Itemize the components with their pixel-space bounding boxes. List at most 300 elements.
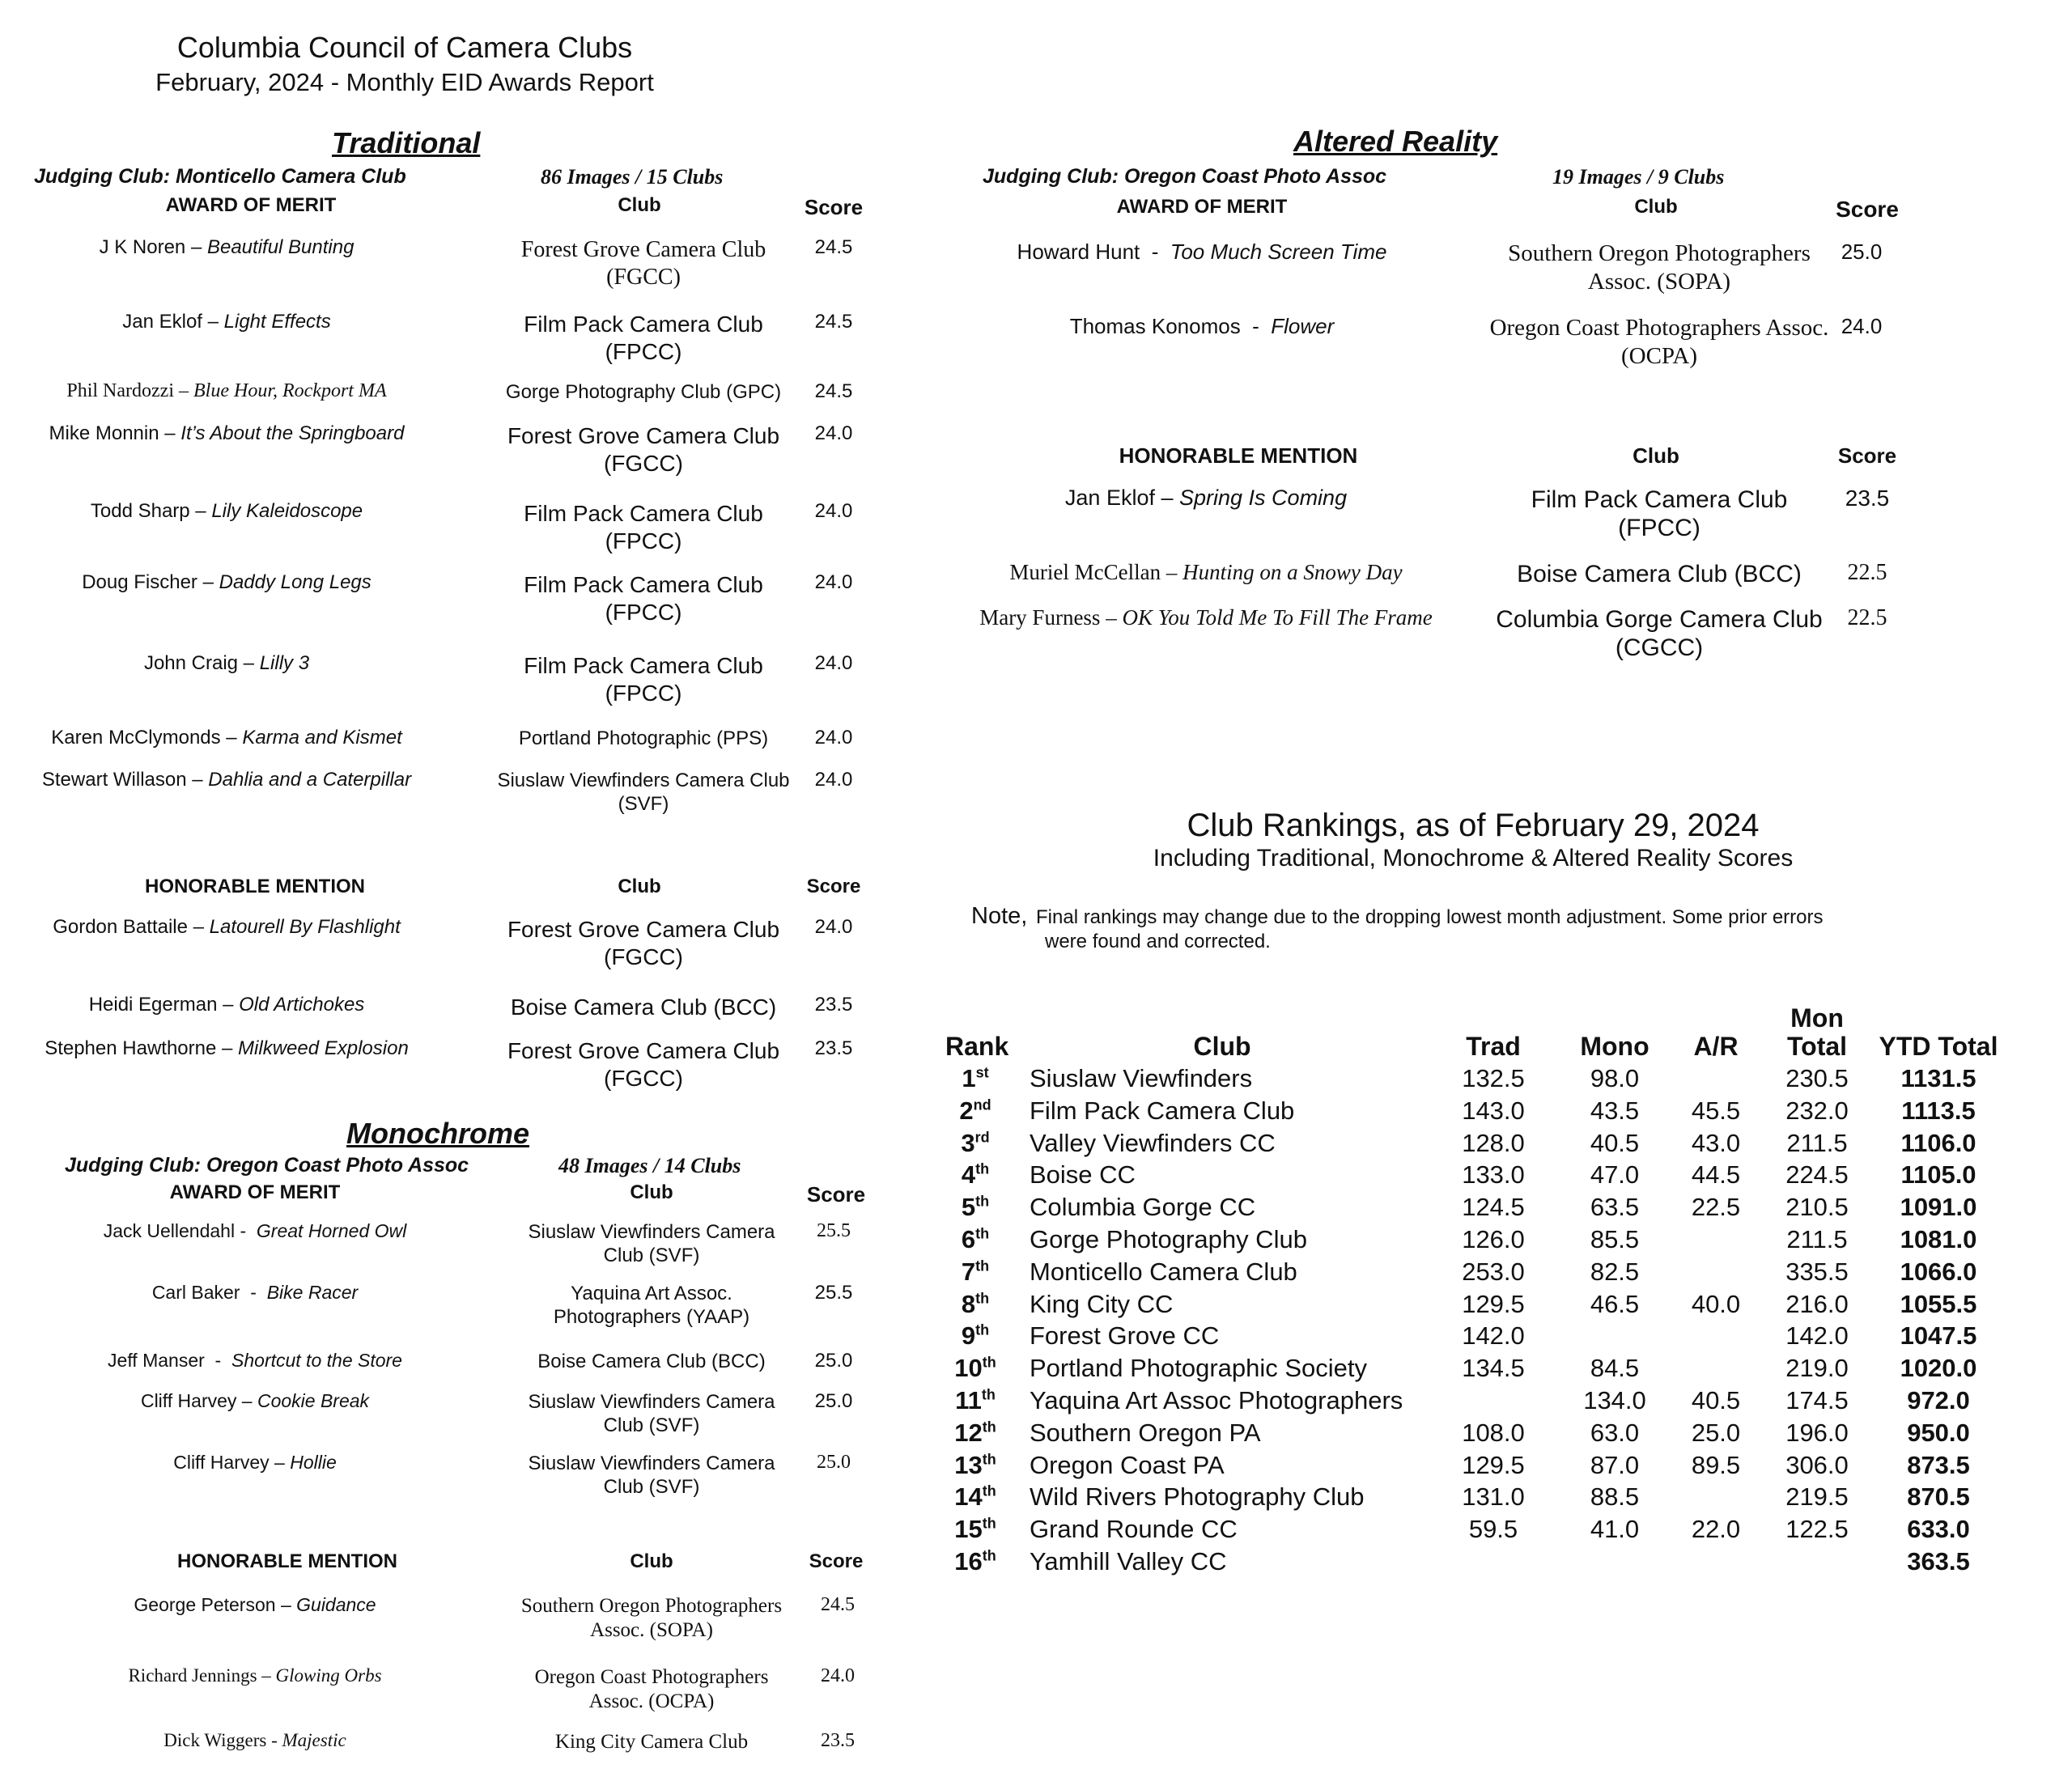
entry-club: Forest Grove Camera Club (FGCC) bbox=[507, 1038, 780, 1091]
ytd-total-cell: 1091.0 bbox=[1900, 1193, 1977, 1222]
club-name-cell: Columbia Gorge CC bbox=[1030, 1193, 1256, 1222]
entry-score: 23.5 bbox=[814, 994, 853, 1016]
mono-cell: 98.0 bbox=[1590, 1064, 1640, 1092]
monochrome-hm-score-header: Score bbox=[809, 1550, 864, 1572]
entry-club: Southern Oregon Photographers Assoc. (SOPA) bbox=[1508, 240, 1811, 295]
ytd-total-cell: 1047.5 bbox=[1900, 1321, 1977, 1351]
mono-cell: 41.0 bbox=[1590, 1515, 1640, 1544]
altered-hm-club-header: Club bbox=[1633, 443, 1679, 468]
trad-cell: 59.5 bbox=[1468, 1515, 1518, 1544]
image-title: Latourell By Flashlight bbox=[209, 916, 401, 938]
rank-cell bbox=[939, 1354, 1012, 1383]
photographer-name: John Craig bbox=[143, 652, 238, 674]
photographer-name: Muriel McCellan bbox=[1009, 560, 1161, 584]
entry-name-title bbox=[16, 916, 437, 939]
rank-number: 8 bbox=[961, 1289, 976, 1318]
club-name-cell: Wild Rivers Photography Club bbox=[1030, 1482, 1365, 1512]
entry-score: 24.0 bbox=[814, 769, 853, 791]
monochrome-score-header: Score bbox=[806, 1182, 866, 1207]
report-org-title: Columbia Council of Camera Clubs bbox=[176, 31, 633, 64]
mono-cell: 88.5 bbox=[1590, 1482, 1640, 1512]
trad-cell: 129.5 bbox=[1462, 1289, 1525, 1318]
name-separator: – bbox=[269, 1452, 291, 1473]
entry-club: Yaquina Art Assoc. Photographers (YAAP) bbox=[553, 1283, 750, 1328]
name-separator: – bbox=[197, 571, 219, 593]
photographer-name: Gordon Battaile bbox=[53, 916, 188, 938]
rank-cell bbox=[939, 1160, 1012, 1190]
altered-section-title: Altered Reality bbox=[1293, 125, 1498, 158]
entry-score: 25.0 bbox=[817, 1452, 851, 1473]
ytd-total-cell: 1081.0 bbox=[1900, 1225, 1977, 1253]
rank-suffix: th bbox=[975, 1290, 990, 1307]
entry-club: Film Pack Camera Club (FPCC) bbox=[1531, 486, 1788, 541]
altered-hm-header: HONORABLE MENTION bbox=[1119, 443, 1358, 468]
entry-name-title bbox=[49, 1220, 461, 1242]
photographer-name: Carl Baker bbox=[151, 1282, 240, 1303]
ar-cell: 40.0 bbox=[1691, 1289, 1741, 1318]
photographer-name: Howard Hunt bbox=[1017, 240, 1140, 264]
entry-name-title bbox=[16, 571, 437, 594]
name-separator: – bbox=[275, 1594, 297, 1615]
ytd-col-header: YTD Total bbox=[1879, 1032, 1998, 1061]
club-col-header: Club bbox=[1193, 1032, 1251, 1061]
rank-suffix: th bbox=[981, 1386, 996, 1403]
entry-score: 24.5 bbox=[814, 311, 853, 333]
entry-club: Portland Photographic (PPS) bbox=[518, 727, 769, 749]
image-title: Old Artichokes bbox=[239, 994, 365, 1016]
traditional-merit-header: AWARD OF MERIT bbox=[165, 194, 337, 216]
entry-club: Forest Grove Camera Club (FGCC) bbox=[520, 237, 766, 290]
entry-name-title bbox=[49, 1452, 461, 1474]
mono-col-header: Mono bbox=[1580, 1032, 1650, 1061]
entry-name-title bbox=[931, 605, 1481, 630]
entry-score: 22.5 bbox=[1847, 560, 1887, 585]
club-name-cell: Portland Photographic Society bbox=[1030, 1354, 1368, 1383]
entry-club: King City Camera Club bbox=[554, 1731, 749, 1753]
rankings-subtitle: Including Traditional, Monochrome & Altered Reality Scores bbox=[1153, 845, 1794, 872]
image-title: Hollie bbox=[290, 1452, 337, 1473]
image-title: It’s About the Springboard bbox=[180, 422, 405, 444]
entry-score: 24.5 bbox=[814, 380, 853, 402]
entry-name-title bbox=[16, 769, 437, 791]
ytd-total-cell: 1055.5 bbox=[1900, 1289, 1977, 1318]
ytd-total-cell: 1106.0 bbox=[1900, 1128, 1976, 1157]
entry-score: 24.0 bbox=[814, 727, 853, 749]
rank-number: 14 bbox=[954, 1482, 983, 1512]
entry-club: Columbia Gorge Camera Club (CGCC) bbox=[1496, 606, 1823, 661]
mono-cell: 134.0 bbox=[1583, 1386, 1646, 1414]
mon-col-header-bottom: Total bbox=[1786, 1032, 1848, 1061]
entry-score: 22.5 bbox=[1847, 605, 1887, 630]
rank-suffix: th bbox=[982, 1547, 996, 1564]
rank-cell bbox=[939, 1482, 1012, 1512]
mon-total-cell: 224.5 bbox=[1785, 1160, 1849, 1190]
trad-cell: 108.0 bbox=[1462, 1418, 1525, 1447]
monochrome-hm-header: HONORABLE MENTION bbox=[177, 1550, 397, 1572]
image-title: Flower bbox=[1271, 314, 1335, 338]
entry-name-title bbox=[931, 486, 1481, 511]
rank-number: 10 bbox=[954, 1354, 983, 1383]
rank-cell bbox=[939, 1096, 1012, 1126]
ytd-total-cell: 1066.0 bbox=[1900, 1257, 1977, 1286]
trad-cell: 134.5 bbox=[1462, 1354, 1525, 1383]
mon-total-cell: 306.0 bbox=[1785, 1450, 1849, 1479]
entry-name-title bbox=[931, 560, 1481, 585]
rank-number: 11 bbox=[955, 1386, 982, 1414]
club-name-cell: King City CC bbox=[1030, 1289, 1174, 1318]
rank-cell bbox=[939, 1129, 1012, 1158]
ytd-total-cell: 950.0 bbox=[1907, 1418, 1970, 1447]
photographer-name: Stephen Hawthorne bbox=[45, 1037, 217, 1059]
rank-number: 12 bbox=[954, 1418, 983, 1447]
photographer-name: Cliff Harvey bbox=[173, 1452, 270, 1473]
club-name-cell: Forest Grove CC bbox=[1030, 1321, 1220, 1351]
rank-cell bbox=[939, 1321, 1012, 1351]
rank-suffix: th bbox=[982, 1354, 996, 1371]
photographer-name: Jack Uellendahl bbox=[103, 1220, 236, 1241]
mono-cell: 43.5 bbox=[1590, 1096, 1640, 1125]
ytd-total-cell: 1020.0 bbox=[1900, 1354, 1977, 1383]
entry-name-title bbox=[16, 500, 437, 523]
entry-name-title bbox=[987, 240, 1416, 265]
entry-name-title bbox=[16, 1037, 437, 1060]
entry-score: 23.5 bbox=[1845, 486, 1890, 511]
entry-name-title bbox=[49, 1594, 461, 1616]
trad-cell: 142.0 bbox=[1462, 1321, 1525, 1351]
photographer-name: Heidi Egerman bbox=[88, 994, 218, 1016]
club-name-cell: Yaquina Art Assoc Photographers bbox=[1030, 1386, 1403, 1414]
rank-number: 2 bbox=[959, 1096, 974, 1125]
entry-name-title bbox=[16, 380, 437, 402]
altered-merit-header: AWARD OF MERIT bbox=[1116, 196, 1288, 218]
photographer-name: Karen McClymonds bbox=[51, 727, 221, 749]
entry-name-title bbox=[16, 727, 437, 749]
entry-score: 25.0 bbox=[1841, 240, 1883, 264]
image-title: Bike Racer bbox=[266, 1282, 359, 1303]
name-separator: – bbox=[217, 994, 240, 1016]
entry-club: Boise Camera Club (BCC) bbox=[1517, 561, 1802, 587]
photographer-name: Dick Wiggers bbox=[163, 1730, 267, 1750]
entry-score: 25.5 bbox=[814, 1282, 853, 1304]
name-separator: – bbox=[202, 311, 224, 333]
ytd-total-cell: 1113.5 bbox=[1901, 1096, 1976, 1125]
rank-number: 4 bbox=[961, 1160, 976, 1190]
ar-cell: 43.0 bbox=[1691, 1128, 1741, 1157]
mono-cell: 63.5 bbox=[1590, 1193, 1640, 1222]
entry-club: Siuslaw Viewfinders Camera Club (SVF) bbox=[528, 1221, 775, 1266]
rank-suffix: nd bbox=[973, 1096, 991, 1113]
rankings-title: Club Rankings, as of February 29, 2024 bbox=[1187, 808, 1760, 843]
mono-cell: 63.0 bbox=[1590, 1418, 1640, 1447]
name-separator: - bbox=[1140, 240, 1170, 264]
rank-suffix: th bbox=[982, 1451, 996, 1468]
trad-cell: 133.0 bbox=[1462, 1160, 1525, 1190]
mono-cell: 46.5 bbox=[1590, 1289, 1640, 1318]
monochrome-club-header: Club bbox=[630, 1181, 673, 1203]
mono-cell: 82.5 bbox=[1590, 1257, 1640, 1286]
entry-score: 24.0 bbox=[814, 916, 853, 938]
entry-club: Film Pack Camera Club (FPCC) bbox=[524, 501, 763, 553]
monochrome-image-count: 48 Images / 14 Clubs bbox=[558, 1154, 741, 1177]
mono-cell: 84.5 bbox=[1590, 1354, 1640, 1383]
rank-number: 16 bbox=[954, 1547, 983, 1576]
photographer-name: George Peterson bbox=[134, 1594, 276, 1615]
image-title: Too Much Screen Time bbox=[1170, 240, 1387, 264]
rank-suffix: th bbox=[982, 1483, 996, 1500]
entry-name-title bbox=[49, 1730, 461, 1751]
entry-name-title bbox=[16, 652, 437, 675]
trad-cell: 132.5 bbox=[1462, 1064, 1525, 1092]
rank-suffix: st bbox=[975, 1064, 989, 1081]
photographer-name: Doug Fischer bbox=[82, 571, 197, 593]
image-title: Lily Kaleidoscope bbox=[211, 500, 363, 522]
entry-name-title bbox=[49, 1665, 461, 1686]
entry-club: Film Pack Camera Club (FPCC) bbox=[524, 572, 763, 625]
entry-score: 24.5 bbox=[821, 1594, 855, 1615]
entry-club: Boise Camera Club (BCC) bbox=[537, 1351, 766, 1372]
rank-suffix: rd bbox=[974, 1129, 990, 1146]
entry-name-title bbox=[49, 1350, 461, 1372]
traditional-hm-club-header: Club bbox=[618, 876, 661, 897]
image-title: Majestic bbox=[282, 1730, 346, 1750]
name-separator: - bbox=[1240, 314, 1272, 338]
rank-suffix: th bbox=[975, 1161, 990, 1178]
entry-name-title bbox=[987, 314, 1416, 339]
rank-number: 5 bbox=[961, 1193, 976, 1222]
entry-score: 24.0 bbox=[814, 571, 853, 593]
entry-score: 24.0 bbox=[814, 500, 853, 522]
entry-score: 25.5 bbox=[817, 1220, 851, 1241]
club-name-cell: Yamhill Valley CC bbox=[1030, 1547, 1227, 1576]
entry-score: 23.5 bbox=[821, 1730, 855, 1751]
ytd-total-cell: 972.0 bbox=[1907, 1386, 1970, 1414]
rank-cell bbox=[939, 1451, 1012, 1480]
photographer-name: Jeff Manser bbox=[108, 1350, 205, 1371]
club-name-cell: Film Pack Camera Club bbox=[1030, 1096, 1295, 1125]
rank-number: 1 bbox=[962, 1064, 976, 1092]
traditional-score-header: Score bbox=[804, 195, 864, 219]
mon-total-cell: 219.5 bbox=[1785, 1482, 1849, 1512]
club-name-cell: Siuslaw Viewfinders bbox=[1030, 1064, 1253, 1092]
rankings-note-line2: were found and corrected. bbox=[1045, 931, 1271, 952]
photographer-name: Mary Furness bbox=[979, 605, 1101, 630]
club-name-cell: Boise CC bbox=[1030, 1160, 1136, 1190]
image-title: Light Effects bbox=[223, 311, 331, 333]
rank-cell bbox=[939, 1225, 1012, 1254]
entry-club: Oregon Coast Photographers Assoc. (OCPA) bbox=[534, 1666, 769, 1712]
rank-cell bbox=[939, 1419, 1012, 1448]
club-name-cell: Valley Viewfinders CC bbox=[1030, 1128, 1276, 1157]
trad-cell: 253.0 bbox=[1462, 1257, 1525, 1286]
ar-cell: 25.0 bbox=[1691, 1418, 1741, 1447]
rank-cell bbox=[939, 1064, 1012, 1093]
rank-number: 15 bbox=[954, 1515, 983, 1544]
name-separator: – bbox=[185, 236, 207, 258]
rank-number: 7 bbox=[961, 1257, 976, 1286]
ytd-total-cell: 873.5 bbox=[1907, 1450, 1970, 1479]
report-subtitle: February, 2024 - Monthly EID Awards Report bbox=[155, 68, 654, 96]
mon-total-cell: 232.0 bbox=[1785, 1096, 1849, 1125]
club-name-cell: Oregon Coast PA bbox=[1030, 1450, 1225, 1479]
image-title: Dahlia and a Caterpillar bbox=[208, 769, 412, 791]
entry-club: Siuslaw Viewfinders Camera Club (SVF) bbox=[497, 770, 790, 815]
name-separator: - bbox=[204, 1350, 232, 1371]
entry-club: Gorge Photography Club (GPC) bbox=[505, 381, 782, 403]
name-separator: – bbox=[257, 1665, 276, 1686]
name-separator: – bbox=[159, 422, 181, 444]
mon-total-cell: 142.0 bbox=[1785, 1321, 1849, 1351]
entry-name-title bbox=[16, 311, 437, 333]
photographer-name: Todd Sharp bbox=[90, 500, 190, 522]
mon-total-cell: 219.0 bbox=[1785, 1354, 1849, 1383]
entry-club: Forest Grove Camera Club (FGCC) bbox=[507, 917, 780, 969]
ytd-total-cell: 1105.0 bbox=[1900, 1160, 1976, 1190]
mono-cell: 85.5 bbox=[1590, 1225, 1640, 1253]
rank-cell bbox=[939, 1515, 1012, 1544]
photographer-name: Phil Nardozzi bbox=[66, 380, 174, 401]
trad-cell: 128.0 bbox=[1462, 1128, 1525, 1157]
image-title: Milkweed Explosion bbox=[238, 1037, 409, 1059]
photographer-name: Cliff Harvey bbox=[140, 1390, 237, 1411]
mon-total-cell: 210.5 bbox=[1785, 1193, 1849, 1222]
image-title: Karma and Kismet bbox=[242, 727, 402, 749]
image-title: Guidance bbox=[296, 1594, 376, 1615]
entry-score: 23.5 bbox=[814, 1037, 853, 1059]
rank-cell bbox=[939, 1386, 1012, 1415]
rank-suffix: th bbox=[982, 1419, 996, 1436]
entry-score: 24.0 bbox=[814, 422, 853, 444]
entry-name-title bbox=[16, 236, 437, 259]
mon-col-header-top: Mon bbox=[1790, 1003, 1844, 1033]
ytd-total-cell: 633.0 bbox=[1907, 1515, 1970, 1544]
name-separator: – bbox=[174, 380, 193, 401]
traditional-judging-club: Judging Club: Monticello Camera Club bbox=[34, 165, 406, 188]
monochrome-hm-club-header: Club bbox=[630, 1550, 673, 1572]
monochrome-judging-club: Judging Club: Oregon Coast Photo Assoc bbox=[65, 1154, 469, 1177]
entry-club: Oregon Coast Photographers Assoc. (OCPA) bbox=[1489, 315, 1829, 369]
monochrome-merit-header: AWARD OF MERIT bbox=[169, 1181, 341, 1203]
name-separator: – bbox=[1154, 486, 1179, 510]
name-separator: – bbox=[216, 1037, 239, 1059]
trad-cell: 126.0 bbox=[1462, 1225, 1525, 1253]
photographer-name: Jan Eklof bbox=[122, 311, 202, 333]
entry-score: 24.0 bbox=[821, 1665, 855, 1686]
name-separator: – bbox=[189, 500, 212, 522]
name-separator: - bbox=[240, 1282, 267, 1303]
trad-cell: 129.5 bbox=[1462, 1450, 1525, 1479]
trad-cell: 124.5 bbox=[1462, 1193, 1525, 1222]
photographer-name: Stewart Willason bbox=[41, 769, 187, 791]
rankings-note-line1: Final rankings may change due to the dropping lowest month adjustment. Some prior errors bbox=[1036, 906, 1824, 928]
traditional-image-count: 86 Images / 15 Clubs bbox=[541, 165, 724, 189]
ytd-total-cell: 1131.5 bbox=[1900, 1064, 1976, 1092]
name-separator: – bbox=[186, 769, 209, 791]
entry-name-title bbox=[16, 422, 437, 445]
entry-name-title bbox=[49, 1282, 461, 1304]
mono-cell: 47.0 bbox=[1590, 1160, 1640, 1190]
image-title: Daddy Long Legs bbox=[219, 571, 372, 593]
ar-cell: 22.0 bbox=[1691, 1515, 1741, 1544]
entry-club: Film Pack Camera Club (FPCC) bbox=[524, 312, 763, 364]
entry-score: 24.5 bbox=[814, 236, 853, 258]
mon-total-cell: 122.5 bbox=[1785, 1515, 1849, 1544]
rank-cell bbox=[939, 1547, 1012, 1576]
rank-suffix: th bbox=[975, 1225, 990, 1242]
rank-suffix: th bbox=[982, 1515, 996, 1532]
rank-number: 3 bbox=[961, 1128, 975, 1157]
name-separator: - bbox=[266, 1730, 282, 1750]
mon-total-cell: 211.5 bbox=[1786, 1225, 1848, 1253]
rank-cell bbox=[939, 1257, 1012, 1287]
club-name-cell: Southern Oregon PA bbox=[1030, 1418, 1261, 1447]
image-title: Shortcut to the Store bbox=[231, 1350, 402, 1371]
rank-cell bbox=[939, 1290, 1012, 1319]
club-name-cell: Gorge Photography Club bbox=[1030, 1225, 1307, 1253]
rank-cell bbox=[939, 1193, 1012, 1222]
entry-name-title bbox=[49, 1390, 461, 1412]
image-title: Beautiful Bunting bbox=[206, 236, 355, 258]
name-separator: – bbox=[1100, 605, 1123, 630]
entry-club: Siuslaw Viewfinders Camera Club (SVF) bbox=[528, 1453, 775, 1498]
image-title: Lilly 3 bbox=[259, 652, 310, 674]
rankings-note-label: Note, bbox=[971, 903, 1028, 929]
altered-club-header: Club bbox=[1634, 196, 1678, 218]
image-title: OK You Told Me To Fill The Frame bbox=[1122, 605, 1433, 630]
ar-cell: 40.5 bbox=[1691, 1386, 1741, 1414]
ytd-total-cell: 870.5 bbox=[1907, 1482, 1970, 1512]
image-title: Spring Is Coming bbox=[1179, 486, 1348, 510]
monochrome-section-title: Monochrome bbox=[346, 1117, 530, 1150]
entry-club: Forest Grove Camera Club (FGCC) bbox=[507, 423, 780, 476]
entry-score: 24.0 bbox=[1841, 314, 1883, 338]
photographer-name: Jan Eklof bbox=[1064, 486, 1155, 510]
trad-cell: 143.0 bbox=[1462, 1096, 1525, 1125]
altered-judging-club: Judging Club: Oregon Coast Photo Assoc bbox=[983, 165, 1387, 188]
traditional-section-title: Traditional bbox=[332, 126, 481, 159]
trad-col-header: Trad bbox=[1466, 1032, 1521, 1061]
mon-total-cell: 211.5 bbox=[1786, 1128, 1848, 1157]
mono-cell: 40.5 bbox=[1590, 1128, 1640, 1157]
club-name-cell: Grand Rounde CC bbox=[1030, 1515, 1238, 1544]
altered-image-count: 19 Images / 9 Clubs bbox=[1552, 165, 1725, 189]
image-title: Blue Hour, Rockport MA bbox=[193, 380, 387, 401]
mono-cell: 87.0 bbox=[1590, 1450, 1640, 1479]
traditional-club-header: Club bbox=[618, 194, 661, 216]
photographer-name: Mike Monnin bbox=[49, 422, 159, 444]
mon-total-cell: 230.5 bbox=[1785, 1064, 1849, 1092]
name-separator: – bbox=[220, 727, 243, 749]
name-separator: – bbox=[236, 1390, 257, 1411]
rank-col-header: Rank bbox=[945, 1032, 1009, 1061]
entry-score: 25.0 bbox=[814, 1350, 853, 1372]
mon-total-cell: 174.5 bbox=[1785, 1386, 1849, 1414]
mon-total-cell: 335.5 bbox=[1785, 1257, 1849, 1286]
name-separator: – bbox=[1161, 560, 1183, 584]
trad-cell: 131.0 bbox=[1462, 1482, 1525, 1512]
entry-score: 25.0 bbox=[814, 1390, 853, 1412]
traditional-hm-header: HONORABLE MENTION bbox=[145, 876, 365, 897]
rank-suffix: th bbox=[975, 1193, 990, 1210]
ar-cell: 45.5 bbox=[1691, 1096, 1741, 1125]
entry-name-title bbox=[16, 994, 437, 1016]
mon-total-cell: 216.0 bbox=[1785, 1289, 1849, 1318]
image-title: Hunting on a Snowy Day bbox=[1182, 560, 1403, 584]
entry-score: 24.0 bbox=[814, 652, 853, 674]
altered-score-header: Score bbox=[1836, 197, 1899, 222]
image-title: Great Horned Owl bbox=[256, 1220, 407, 1241]
name-separator: – bbox=[187, 916, 210, 938]
ytd-total-cell: 363.5 bbox=[1907, 1547, 1970, 1576]
